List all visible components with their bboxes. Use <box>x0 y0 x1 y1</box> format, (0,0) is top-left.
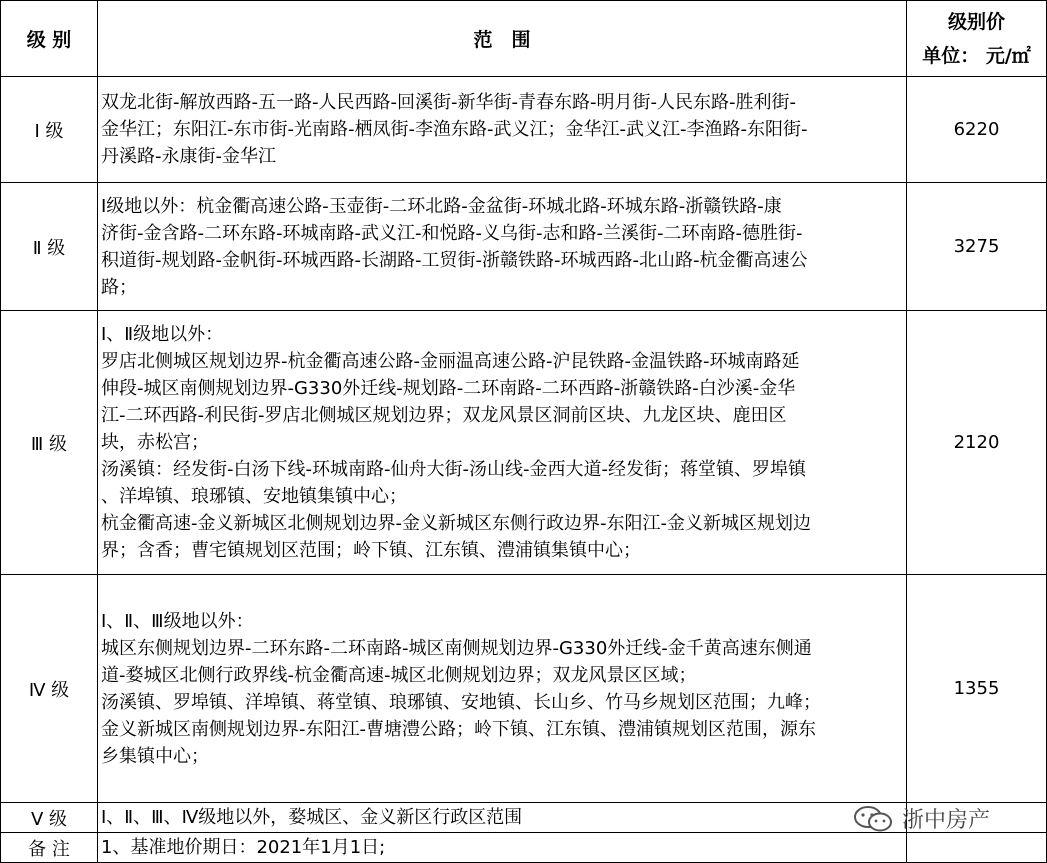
level-cell: Ⅳ 级 <box>1 575 98 803</box>
header-price <box>907 1 1047 77</box>
price-cell <box>907 803 1047 833</box>
level-cell: 备 注 <box>1 833 98 863</box>
scope-cell: Ⅰ、Ⅱ、Ⅲ、Ⅳ级地以外，婺城区、金义新区行政区范围 <box>98 803 907 833</box>
table-row <box>1 311 1047 575</box>
header-price-title: 级别价 <box>947 10 1005 33</box>
scope-cell: 1、基准地价期日：2021年1月1日; <box>98 833 907 863</box>
level-cell: Ⅴ 级 <box>1 803 98 833</box>
header-level: 级 别 <box>1 1 98 77</box>
level-cell: Ⅲ 级 <box>1 311 98 575</box>
table-row <box>1 77 1047 183</box>
price-cell: 6220 <box>907 77 1047 183</box>
level-cell: Ⅰ 级 <box>1 77 98 183</box>
table-row <box>1 803 1047 833</box>
scope-cell: Ⅰ、Ⅱ、Ⅲ级地以外： 城区东侧规划边界-二环东路-二环南路-城区南侧规划边界-G330外迁线-金千黄高速东侧通 道-婺城区北侧行政界线-杭金衢高速-城区北侧规划边界；双龙风景区区域； 汤溪镇、罗埠镇、洋埠镇、蒋堂镇、琅琊镇、安地镇、长山乡、竹马乡规划区范围；九峰； 金义新城区南侧规划边界-东阳江-曹塘澧公路；岭下镇、江东镇、澧浦镇规划区范围，源东 乡集镇中心； <box>98 575 907 803</box>
price-cell <box>907 833 1047 863</box>
price-cell: 2120 <box>907 311 1047 575</box>
price-cell: 1355 <box>907 575 1047 803</box>
table-row <box>1 183 1047 311</box>
table-row <box>1 575 1047 803</box>
header-price-unit: 单位： 元/㎡ <box>922 44 1031 67</box>
scope-cell: Ⅰ、Ⅱ级地以外： 罗店北侧城区规划边界-杭金衢高速公路-金丽温高速公路-沪昆铁路-金温铁路-环城南路延 伸段-城区南侧规划边界-G330外迁线-规划路-二环南路-二环西路-浙赣铁路-白沙溪-金华 江-二环西路-利民街-罗店北侧城区规划边界；双龙风景区洞前区块、九龙区块、鹿田区 块，赤松宫； 汤溪镇：经发街-白汤下线-环城南路-仙舟大街-汤山线-金西大道-经发街；蒋堂镇、罗埠镇 、洋埠镇、琅琊镇、安地镇集镇中心； 杭金衢高速-金义新城区北侧规划边界-金义新城区东侧行政边界-东阳江-金义新城区规划边 界；含香；曹宅镇规划区范围；岭下镇、江东镇、澧浦镇集镇中心； <box>98 311 907 575</box>
scope-cell: Ⅰ级地以外：杭金衢高速公路-玉壶街-二环北路-金盆街-环城北路-环城东路-浙赣铁路-康 济街-金含路-二环东路-环城南路-武义江-和悦路-义乌街-志和路-兰溪街-二环南路-德胜街- 积道街-规划路-金帆街-环城西路-长湖路-工贸街-浙赣铁路-环城西路-北山路-杭金衢高速公 路； <box>98 183 907 311</box>
header-row <box>1 1 1047 77</box>
watermark-text: 浙中房产 <box>902 808 991 833</box>
table-row <box>1 833 1047 863</box>
price-cell: 3275 <box>907 183 1047 311</box>
header-scope: 范 围 <box>98 1 907 77</box>
level-cell: Ⅱ 级 <box>1 183 98 311</box>
scope-cell: 双龙北街-解放西路-五一路-人民西路-回溪街-新华街-青春东路-明月街-人民东路-胜利街- 金华江；东阳江-东市街-光南路-栖凤街-李渔东路-武义江；金华江-武义江-李渔路-东阳街- 丹溪路-永康街-金华江 <box>98 77 907 183</box>
